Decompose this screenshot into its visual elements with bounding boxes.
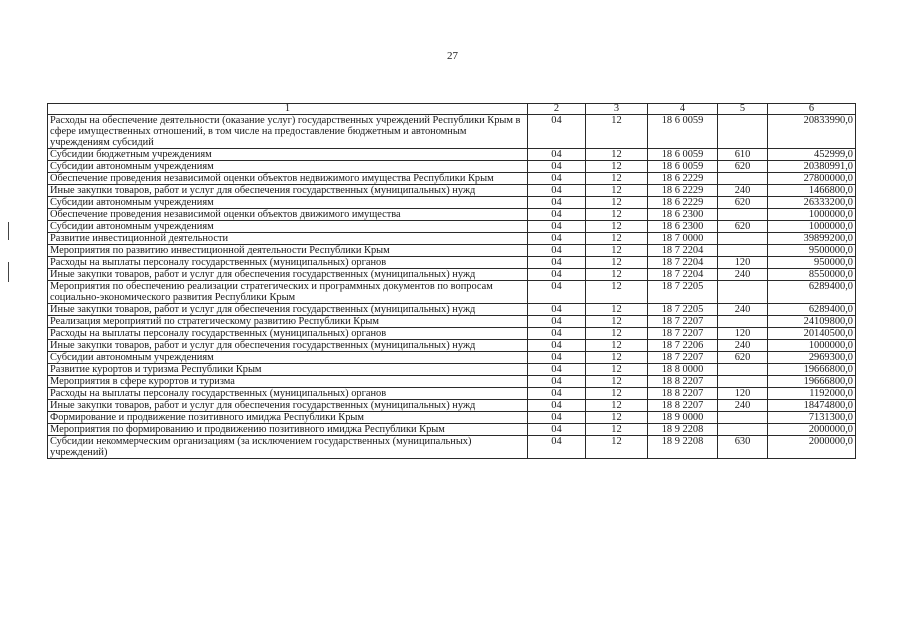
row-section: 04	[528, 364, 586, 376]
header-cell: 3	[586, 104, 648, 115]
row-target-article: 18 9 2208	[648, 436, 718, 459]
row-subsection: 12	[586, 316, 648, 328]
header-row	[48, 104, 856, 115]
row-subsection: 12	[586, 436, 648, 459]
row-target-article: 18 6 2229	[648, 185, 718, 197]
row-section: 04	[528, 436, 586, 459]
header-cell: 5	[718, 104, 768, 115]
row-expense-type	[718, 233, 768, 245]
row-subsection: 12	[586, 281, 648, 304]
table-row	[48, 412, 856, 424]
row-subsection: 12	[586, 352, 648, 364]
row-name: Мероприятия по обеспечению реализации стратегических и программных документов по вопросам социально-экономического развития Республики Крым	[48, 281, 528, 304]
table-row	[48, 328, 856, 340]
row-name: Формирование и продвижение позитивного имиджа Республики Крым	[48, 412, 528, 424]
row-expense-type	[718, 173, 768, 185]
row-expense-type: 120	[718, 257, 768, 269]
row-amount: 452999,0	[768, 149, 856, 161]
row-section: 04	[528, 197, 586, 209]
row-subsection: 12	[586, 221, 648, 233]
row-target-article: 18 6 0059	[648, 149, 718, 161]
table-row	[48, 149, 856, 161]
row-amount: 2969300,0	[768, 352, 856, 364]
row-name: Расходы на выплаты персоналу государственных (муниципальных) органов	[48, 388, 528, 400]
row-name: Мероприятия по формированию и продвижению позитивного имиджа Республики Крым	[48, 424, 528, 436]
row-name: Субсидии бюджетным учреждениям	[48, 149, 528, 161]
row-expense-type: 620	[718, 197, 768, 209]
row-target-article: 18 6 0059	[648, 161, 718, 173]
row-name: Мероприятия по развитию инвестиционной деятельности Республики Крым	[48, 245, 528, 257]
row-expense-type	[718, 376, 768, 388]
row-expense-type	[718, 412, 768, 424]
row-name: Субсидии некоммерческим организациям (за исключением государственных (муниципальных) учреждений)	[48, 436, 528, 459]
row-target-article: 18 6 2300	[648, 221, 718, 233]
table-row	[48, 304, 856, 316]
row-section: 04	[528, 304, 586, 316]
table-row	[48, 281, 856, 304]
row-name: Иные закупки товаров, работ и услуг для обеспечения государственных (муниципальных) нужд	[48, 340, 528, 352]
table-row	[48, 316, 856, 328]
row-name: Реализация мероприятий по стратегическому развитию Республики Крым	[48, 316, 528, 328]
row-expense-type	[718, 364, 768, 376]
row-expense-type	[718, 424, 768, 436]
page-number: 27	[447, 50, 458, 62]
row-name: Субсидии автономным учреждениям	[48, 161, 528, 173]
row-target-article: 18 6 2229	[648, 197, 718, 209]
row-amount: 1000000,0	[768, 221, 856, 233]
row-name: Расходы на выплаты персоналу государственных (муниципальных) органов	[48, 328, 528, 340]
row-amount: 1192000,0	[768, 388, 856, 400]
row-subsection: 12	[586, 400, 648, 412]
row-expense-type: 240	[718, 400, 768, 412]
row-name: Развитие инвестиционной деятельности	[48, 233, 528, 245]
row-target-article: 18 7 2206	[648, 340, 718, 352]
row-subsection: 12	[586, 233, 648, 245]
row-subsection: 12	[586, 161, 648, 173]
row-subsection: 12	[586, 185, 648, 197]
row-target-article: 18 9 2208	[648, 424, 718, 436]
row-section: 04	[528, 328, 586, 340]
row-section: 04	[528, 115, 586, 149]
row-section: 04	[528, 209, 586, 221]
table-body	[48, 115, 856, 459]
row-subsection: 12	[586, 376, 648, 388]
row-subsection: 12	[586, 257, 648, 269]
margin-mark	[8, 222, 9, 240]
row-expense-type: 240	[718, 304, 768, 316]
row-amount: 20140500,0	[768, 328, 856, 340]
row-section: 04	[528, 233, 586, 245]
row-expense-type: 620	[718, 352, 768, 364]
row-subsection: 12	[586, 424, 648, 436]
row-target-article: 18 8 2207	[648, 376, 718, 388]
row-name: Расходы на обеспечение деятельности (оказание услуг) государственных учреждений Республики Крым в сфере имущественных отношений, в том числе на предоставление бюджетным и автономным учреждениям субсидий	[48, 115, 528, 149]
row-amount: 26333200,0	[768, 197, 856, 209]
row-amount: 19666800,0	[768, 376, 856, 388]
row-target-article: 18 8 2207	[648, 400, 718, 412]
row-name: Субсидии автономным учреждениям	[48, 221, 528, 233]
budget-table	[47, 103, 856, 459]
row-amount: 8550000,0	[768, 269, 856, 281]
row-subsection: 12	[586, 209, 648, 221]
table-row	[48, 221, 856, 233]
row-name: Субсидии автономным учреждениям	[48, 352, 528, 364]
row-section: 04	[528, 161, 586, 173]
table-row	[48, 436, 856, 459]
row-amount: 1466800,0	[768, 185, 856, 197]
row-subsection: 12	[586, 197, 648, 209]
row-expense-type	[718, 281, 768, 304]
row-amount: 39899200,0	[768, 233, 856, 245]
row-amount: 1000000,0	[768, 209, 856, 221]
row-subsection: 12	[586, 304, 648, 316]
row-target-article: 18 7 2207	[648, 352, 718, 364]
table-row	[48, 340, 856, 352]
row-section: 04	[528, 316, 586, 328]
row-subsection: 12	[586, 388, 648, 400]
row-name: Обеспечение проведения независимой оценки объектов движимого имущества	[48, 209, 528, 221]
table-row	[48, 352, 856, 364]
header-cell: 1	[48, 104, 528, 115]
row-target-article: 18 7 2207	[648, 316, 718, 328]
row-target-article: 18 9 0000	[648, 412, 718, 424]
row-amount: 27800000,0	[768, 173, 856, 185]
row-section: 04	[528, 185, 586, 197]
row-target-article: 18 7 2207	[648, 328, 718, 340]
row-name: Иные закупки товаров, работ и услуг для обеспечения государственных (муниципальных) нужд	[48, 269, 528, 281]
table-row	[48, 115, 856, 149]
row-section: 04	[528, 221, 586, 233]
row-name: Иные закупки товаров, работ и услуг для обеспечения государственных (муниципальных) нужд	[48, 304, 528, 316]
row-subsection: 12	[586, 173, 648, 185]
row-target-article: 18 8 0000	[648, 364, 718, 376]
row-target-article: 18 7 2204	[648, 245, 718, 257]
row-section: 04	[528, 412, 586, 424]
row-target-article: 18 7 2205	[648, 304, 718, 316]
row-expense-type	[718, 316, 768, 328]
row-subsection: 12	[586, 412, 648, 424]
table-row	[48, 257, 856, 269]
table-row	[48, 388, 856, 400]
row-amount: 2000000,0	[768, 424, 856, 436]
row-subsection: 12	[586, 328, 648, 340]
row-amount: 19666800,0	[768, 364, 856, 376]
row-section: 04	[528, 281, 586, 304]
row-target-article: 18 6 2229	[648, 173, 718, 185]
row-name: Иные закупки товаров, работ и услуг для обеспечения государственных (муниципальных) нужд	[48, 400, 528, 412]
row-expense-type	[718, 209, 768, 221]
row-target-article: 18 7 2204	[648, 257, 718, 269]
table-row	[48, 161, 856, 173]
row-subsection: 12	[586, 340, 648, 352]
table-row	[48, 173, 856, 185]
row-section: 04	[528, 340, 586, 352]
row-amount: 20833990,0	[768, 115, 856, 149]
row-section: 04	[528, 376, 586, 388]
row-expense-type: 620	[718, 221, 768, 233]
header-cell: 6	[768, 104, 856, 115]
table-row	[48, 209, 856, 221]
row-section: 04	[528, 269, 586, 281]
row-expense-type: 240	[718, 269, 768, 281]
row-amount: 6289400,0	[768, 281, 856, 304]
margin-mark	[8, 262, 9, 282]
row-subsection: 12	[586, 149, 648, 161]
row-amount: 20380991,0	[768, 161, 856, 173]
header-cell: 2	[528, 104, 586, 115]
row-expense-type	[718, 245, 768, 257]
table-row	[48, 185, 856, 197]
row-target-article: 18 7 2204	[648, 269, 718, 281]
row-expense-type: 630	[718, 436, 768, 459]
row-amount: 24109800,0	[768, 316, 856, 328]
table-row	[48, 269, 856, 281]
row-expense-type: 120	[718, 328, 768, 340]
row-amount: 2000000,0	[768, 436, 856, 459]
row-name: Расходы на выплаты персоналу государственных (муниципальных) органов	[48, 257, 528, 269]
table-row	[48, 245, 856, 257]
row-subsection: 12	[586, 115, 648, 149]
row-section: 04	[528, 257, 586, 269]
row-section: 04	[528, 173, 586, 185]
row-expense-type: 240	[718, 185, 768, 197]
row-subsection: 12	[586, 364, 648, 376]
row-section: 04	[528, 245, 586, 257]
row-target-article: 18 6 0059	[648, 115, 718, 149]
row-amount: 950000,0	[768, 257, 856, 269]
row-section: 04	[528, 400, 586, 412]
row-subsection: 12	[586, 245, 648, 257]
row-section: 04	[528, 424, 586, 436]
row-target-article: 18 7 2205	[648, 281, 718, 304]
row-name: Обеспечение проведения независимой оценки объектов недвижимого имущества Республики Крым	[48, 173, 528, 185]
table-row	[48, 376, 856, 388]
row-section: 04	[528, 149, 586, 161]
row-amount: 1000000,0	[768, 340, 856, 352]
row-expense-type: 620	[718, 161, 768, 173]
table-row	[48, 233, 856, 245]
row-name: Субсидии автономным учреждениям	[48, 197, 528, 209]
table-row	[48, 424, 856, 436]
row-expense-type: 610	[718, 149, 768, 161]
row-amount: 7131300,0	[768, 412, 856, 424]
row-target-article: 18 7 0000	[648, 233, 718, 245]
row-section: 04	[528, 352, 586, 364]
table-row	[48, 364, 856, 376]
row-subsection: 12	[586, 269, 648, 281]
row-amount: 6289400,0	[768, 304, 856, 316]
table-row	[48, 197, 856, 209]
row-target-article: 18 6 2300	[648, 209, 718, 221]
row-expense-type: 120	[718, 388, 768, 400]
row-amount: 9500000,0	[768, 245, 856, 257]
row-target-article: 18 8 2207	[648, 388, 718, 400]
row-expense-type	[718, 115, 768, 149]
table-row	[48, 400, 856, 412]
row-amount: 18474800,0	[768, 400, 856, 412]
row-name: Развитие курортов и туризма Республики Крым	[48, 364, 528, 376]
row-expense-type: 240	[718, 340, 768, 352]
row-name: Мероприятия в сфере курортов и туризма	[48, 376, 528, 388]
header-cell: 4	[648, 104, 718, 115]
row-name: Иные закупки товаров, работ и услуг для обеспечения государственных (муниципальных) нужд	[48, 185, 528, 197]
row-section: 04	[528, 388, 586, 400]
